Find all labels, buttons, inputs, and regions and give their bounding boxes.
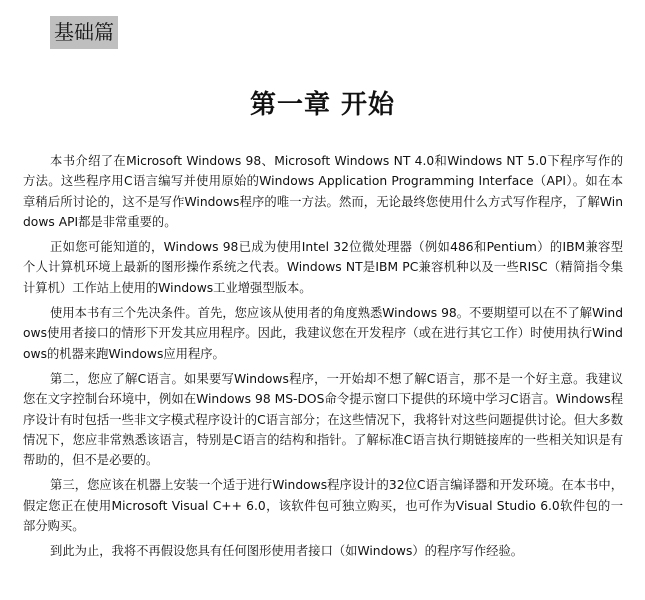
paragraph-prerequisite-2: 第二，您应了解C语言。如果要写Windows程序，一开始却不想了解C语言，那不是一个好主意。我建议您在文字控制台环境中，例如在Windows 98 MS-DOS命令提示窗口下提供的环境中学习C语言。Windows程序设计有时包括一些非文字模式程序设计的C语言部分；在这些情况下，我将针对这些问题提供讨论。但大多数情况下，您应非常熟悉该语言，特别是C语言的结构和指针。了解标准C语言执行期链接库的一些相关知识是有帮助的，但不是必要的。: [23, 371, 623, 468]
chapter-body: [23, 151, 623, 567]
paragraph-prerequisite-1: 使用本书有三个先决条件。首先，您应该从使用者的角度熟悉Windows 98。不要期望可以在不了解Windows使用者接口的情形下开发其应用程序。因此，我建议您在开发程序（或在进行其它工作）时使用执行Windows的机器来跑Windows应用程序。: [23, 306, 623, 361]
paragraph-closing: 到此为止，我将不再假设您具有任何图形使用者接口（如Windows）的程序写作经验。: [50, 544, 524, 559]
paragraph-prerequisite-3: 第三，您应该在机器上安装一个适于进行Windows程序设计的32位C语言编译器和开发环境。在本书中，假定您正在使用Microsoft Visual C++ 6.0，该软件包可独立购买，也可作为Visual Studio 6.0软件包的一部分购买。: [23, 478, 623, 534]
paragraph-intro: 本书介绍了在Microsoft Windows 98、Microsoft Windows NT 4.0和Windows NT 5.0下程序写作的方法。这些程序用C语言编写并使用原始的Windows Application Programming Interface（API）。如在本章稍后所讨论的，这不是写作Windows程序的唯一方法。然而，无论最终您使用什么方式写作程序，了解Windows API都是非常重要的。: [23, 154, 623, 229]
section-tag: 基础篇: [50, 16, 118, 49]
paragraph-windows98: 正如您可能知道的，Windows 98已成为使用Intel 32位微处理器（例如486和Pentium）的IBM兼容型个人计算机环境上最新的图形操作系统之代表。Windows NT是IBM PC兼容机种以及一些RISC（精简指令集计算机）工作站上使用的Windows工业增强型版本。: [23, 240, 623, 295]
chapter-title: 第一章 开始: [249, 90, 396, 120]
